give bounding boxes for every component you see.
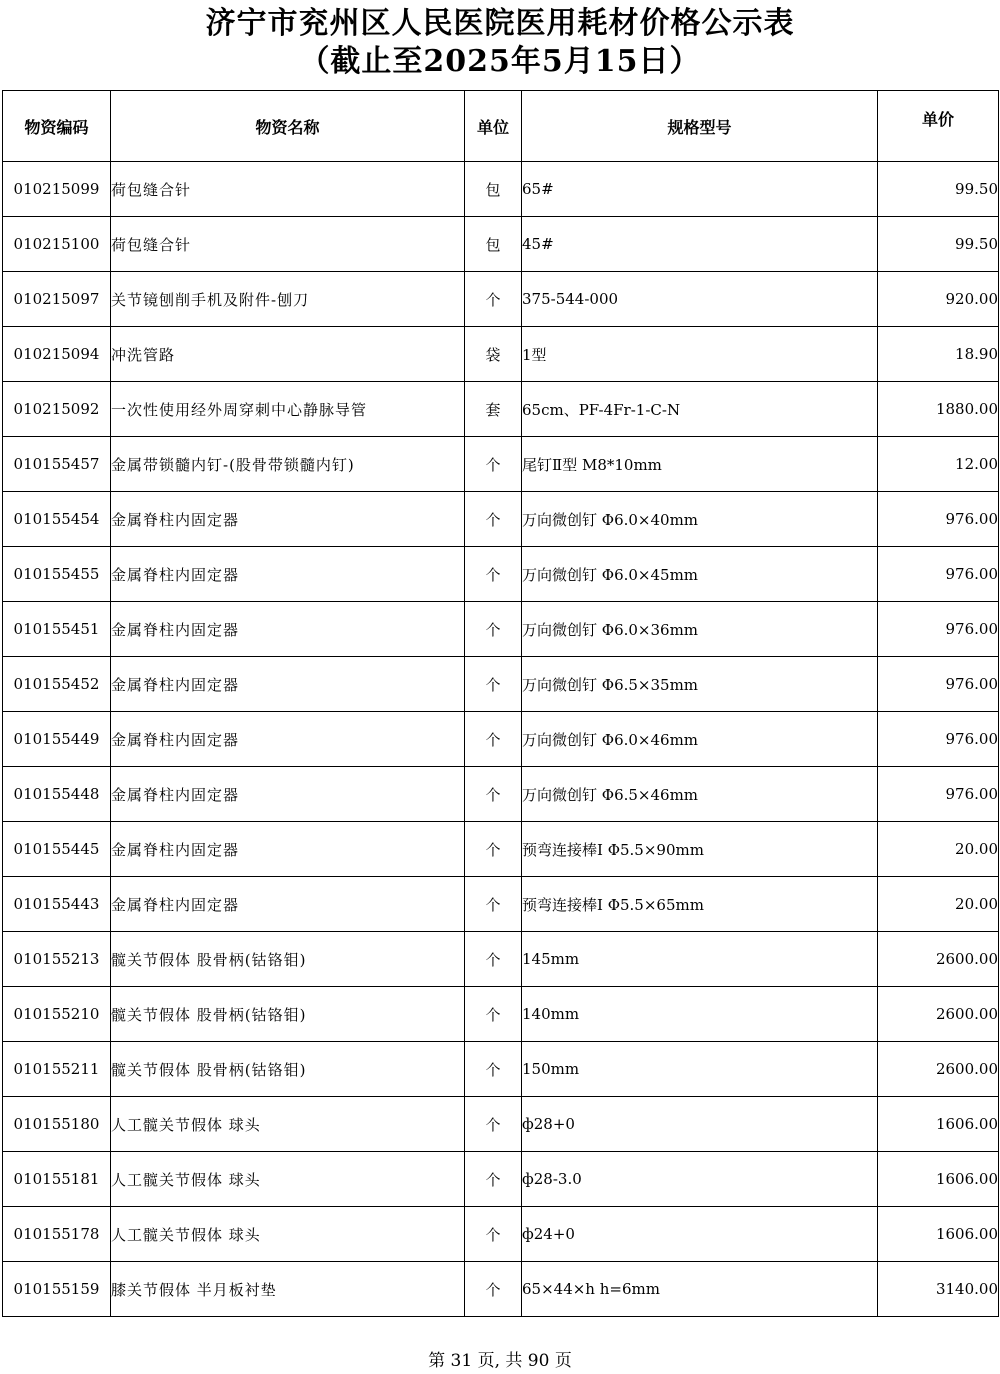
cell-price: 920.00	[878, 272, 999, 327]
cell-name: 金属脊柱内固定器	[111, 712, 465, 767]
cell-unit: 个	[465, 657, 522, 712]
cell-name: 人工髋关节假体 球头	[111, 1152, 465, 1207]
cell-price: 1606.00	[878, 1152, 999, 1207]
cell-spec: 万向微创钉 Φ6.5×35mm	[522, 657, 878, 712]
cell-spec: 万向微创钉 Φ6.0×46mm	[522, 712, 878, 767]
table-row	[3, 602, 999, 657]
table-row	[3, 1097, 999, 1152]
document-subtitle-date: （截止至2025年5月15日）	[299, 44, 701, 79]
cell-spec: 145mm	[522, 932, 878, 987]
cell-code: 010155443	[3, 877, 111, 932]
page-number: 第 31 页, 共 90 页	[428, 1351, 572, 1371]
cell-spec: 尾钉Ⅱ型 M8*10mm	[522, 437, 878, 492]
cell-price: 1606.00	[878, 1207, 999, 1262]
cell-unit: 个	[465, 1207, 522, 1262]
cell-name: 髋关节假体 股骨柄(钴铬钼)	[111, 1042, 465, 1097]
table-body	[3, 162, 999, 1317]
cell-price: 99.50	[878, 162, 999, 217]
table-row	[3, 547, 999, 602]
table-row	[3, 272, 999, 327]
header-spec: 规格型号	[522, 91, 878, 162]
cell-unit: 个	[465, 712, 522, 767]
cell-price: 976.00	[878, 712, 999, 767]
cell-spec: 预弯连接棒I Φ5.5×90mm	[522, 822, 878, 877]
cell-price: 3140.00	[878, 1262, 999, 1317]
cell-unit: 个	[465, 822, 522, 877]
cell-spec: 预弯连接棒I Φ5.5×65mm	[522, 877, 878, 932]
cell-code: 010155448	[3, 767, 111, 822]
cell-unit: 个	[465, 877, 522, 932]
cell-name: 冲洗管路	[111, 327, 465, 382]
table-row	[3, 987, 999, 1042]
cell-name: 金属脊柱内固定器	[111, 822, 465, 877]
cell-price: 2600.00	[878, 932, 999, 987]
price-table	[2, 90, 999, 1317]
cell-name: 金属脊柱内固定器	[111, 877, 465, 932]
cell-name: 金属脊柱内固定器	[111, 547, 465, 602]
cell-price: 99.50	[878, 217, 999, 272]
cell-spec: 万向微创钉 Φ6.0×45mm	[522, 547, 878, 602]
cell-code: 010155178	[3, 1207, 111, 1262]
cell-unit: 个	[465, 767, 522, 822]
cell-spec: ф28+0	[522, 1097, 878, 1152]
cell-code: 010155457	[3, 437, 111, 492]
table-row	[3, 327, 999, 382]
cell-price: 1880.00	[878, 382, 999, 437]
cell-code: 010155210	[3, 987, 111, 1042]
cell-unit: 个	[465, 492, 522, 547]
cell-unit: 套	[465, 382, 522, 437]
cell-name: 金属脊柱内固定器	[111, 492, 465, 547]
cell-price: 2600.00	[878, 987, 999, 1042]
cell-price: 976.00	[878, 492, 999, 547]
cell-name: 金属带锁髓内钉-(股骨带锁髓内钉)	[111, 437, 465, 492]
cell-unit: 包	[465, 217, 522, 272]
cell-spec: 150mm	[522, 1042, 878, 1097]
cell-spec: 65#	[522, 162, 878, 217]
table-row	[3, 1152, 999, 1207]
cell-price: 12.00	[878, 437, 999, 492]
cell-code: 010155449	[3, 712, 111, 767]
cell-spec: 1型	[522, 327, 878, 382]
cell-unit: 个	[465, 1097, 522, 1152]
cell-unit: 个	[465, 272, 522, 327]
cell-spec: 65×44×h h=6mm	[522, 1262, 878, 1317]
table-row	[3, 217, 999, 272]
cell-name: 荷包缝合针	[111, 162, 465, 217]
cell-name: 一次性使用经外周穿刺中心静脉导管	[111, 382, 465, 437]
cell-unit: 个	[465, 602, 522, 657]
cell-code: 010215097	[3, 272, 111, 327]
cell-price: 20.00	[878, 877, 999, 932]
cell-spec: 45#	[522, 217, 878, 272]
cell-name: 金属脊柱内固定器	[111, 657, 465, 712]
table-row	[3, 162, 999, 217]
table-row	[3, 932, 999, 987]
cell-code: 010155211	[3, 1042, 111, 1097]
cell-code: 010155454	[3, 492, 111, 547]
table-row	[3, 767, 999, 822]
cell-code: 010155159	[3, 1262, 111, 1317]
cell-unit: 个	[465, 1152, 522, 1207]
cell-code: 010155451	[3, 602, 111, 657]
header-code: 物资编码	[3, 91, 111, 162]
cell-name: 人工髋关节假体 球头	[111, 1207, 465, 1262]
table-row	[3, 492, 999, 547]
cell-spec: 万向微创钉 Φ6.0×40mm	[522, 492, 878, 547]
cell-name: 髋关节假体 股骨柄(钴铬钼)	[111, 987, 465, 1042]
cell-unit: 袋	[465, 327, 522, 382]
cell-unit: 个	[465, 1042, 522, 1097]
cell-name: 髋关节假体 股骨柄(钴铬钼)	[111, 932, 465, 987]
cell-price: 976.00	[878, 547, 999, 602]
cell-code: 010215092	[3, 382, 111, 437]
cell-unit: 个	[465, 987, 522, 1042]
cell-price: 20.00	[878, 822, 999, 877]
cell-name: 关节镜刨削手机及附件-刨刀	[111, 272, 465, 327]
header-unit: 单位	[465, 91, 522, 162]
cell-code: 010155213	[3, 932, 111, 987]
table-row	[3, 657, 999, 712]
cell-price: 976.00	[878, 657, 999, 712]
cell-spec: 140mm	[522, 987, 878, 1042]
cell-code: 010155452	[3, 657, 111, 712]
cell-unit: 个	[465, 932, 522, 987]
table-row	[3, 877, 999, 932]
cell-spec: ф24+0	[522, 1207, 878, 1262]
cell-spec: 万向微创钉 Φ6.5×46mm	[522, 767, 878, 822]
cell-spec: 万向微创钉 Φ6.0×36mm	[522, 602, 878, 657]
cell-name: 荷包缝合针	[111, 217, 465, 272]
cell-name: 膝关节假体 半月板衬垫	[111, 1262, 465, 1317]
cell-price: 2600.00	[878, 1042, 999, 1097]
cell-spec: 65cm、PF-4Fr-1-C-N	[522, 382, 878, 437]
cell-unit: 个	[465, 547, 522, 602]
cell-unit: 个	[465, 437, 522, 492]
table-row	[3, 1262, 999, 1317]
cell-code: 010155180	[3, 1097, 111, 1152]
cell-unit: 个	[465, 1262, 522, 1317]
table-row	[3, 437, 999, 492]
cell-name: 金属脊柱内固定器	[111, 767, 465, 822]
cell-code: 010155181	[3, 1152, 111, 1207]
table-header-row	[3, 91, 999, 162]
cell-code: 010215094	[3, 327, 111, 382]
cell-name: 人工髋关节假体 球头	[111, 1097, 465, 1152]
cell-price: 976.00	[878, 767, 999, 822]
header-price: 单价	[878, 91, 999, 162]
document-title: 济宁市兖州区人民医院医用耗材价格公示表	[205, 6, 795, 41]
cell-name: 金属脊柱内固定器	[111, 602, 465, 657]
cell-unit: 包	[465, 162, 522, 217]
cell-price: 976.00	[878, 602, 999, 657]
cell-spec: ф28-3.0	[522, 1152, 878, 1207]
cell-code: 010155455	[3, 547, 111, 602]
header-name: 物资名称	[111, 91, 465, 162]
table-row	[3, 712, 999, 767]
cell-spec: 375-544-000	[522, 272, 878, 327]
table-row	[3, 822, 999, 877]
cell-price: 18.90	[878, 327, 999, 382]
cell-code: 010215099	[3, 162, 111, 217]
table-row	[3, 382, 999, 437]
cell-code: 010155445	[3, 822, 111, 877]
table-row	[3, 1207, 999, 1262]
cell-price: 1606.00	[878, 1097, 999, 1152]
cell-code: 010215100	[3, 217, 111, 272]
table-row	[3, 1042, 999, 1097]
